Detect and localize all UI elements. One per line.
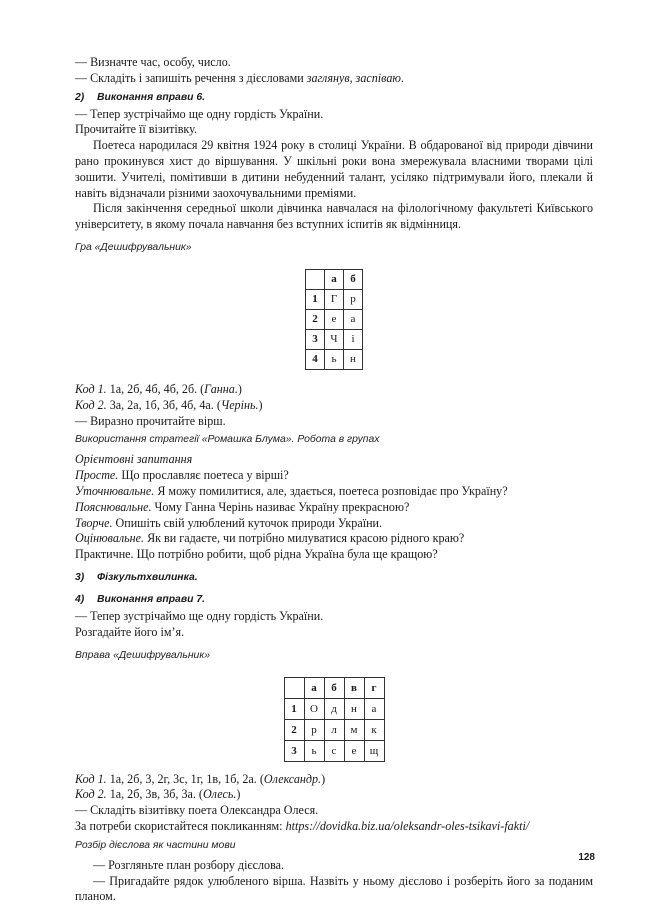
- code-answer: Ганна.: [204, 381, 238, 396]
- italic-verbs: заглянув, заспіваю: [306, 70, 401, 85]
- table-cell: а: [364, 698, 384, 719]
- question-type: Просте.: [75, 468, 119, 483]
- instruction-line: — Визначте час, особу, число.: [75, 55, 231, 69]
- table-row: [284, 719, 384, 740]
- table-cell: а: [344, 309, 363, 329]
- table-cell: б: [324, 677, 344, 698]
- table-row: [306, 329, 363, 349]
- instruction-line: — Тепер зустрічаймо ще одну гордість України.: [75, 106, 324, 121]
- step-title: Виконання вправи 6.: [97, 91, 206, 103]
- text-span: ): [237, 381, 242, 396]
- question-line: [75, 484, 593, 500]
- table-cell: а: [325, 269, 344, 289]
- code-label: Код 1.: [75, 771, 107, 786]
- question-text: Я можу помилитися, але, здається, поетеса розповідає про Україну?: [154, 483, 508, 498]
- question-line: Практичне. Що потрібно робити, щоб рідна Україна була ще кращою?: [75, 547, 438, 562]
- code-text: 1а, 2б, 3, 2г, 3с, 1г, 1в, 1б, 2а. (: [106, 771, 264, 786]
- question-text: Чому Ганна Черінь називає Україну прекрасною?: [151, 499, 410, 514]
- table-cell: і: [344, 329, 363, 349]
- instruction-line: — Складіть візитівку поета Олександра Олеся.: [75, 803, 319, 818]
- table-cell: к: [364, 719, 384, 740]
- step-heading: [75, 593, 593, 607]
- code-label: Код 2.: [75, 397, 107, 412]
- table-cell: 1: [306, 289, 325, 309]
- code-answer: Олександр.: [263, 771, 322, 786]
- table-cell: щ: [364, 740, 384, 761]
- cipher-table-1: [305, 269, 363, 370]
- table-cell: а: [304, 677, 324, 698]
- table-cell: О: [304, 698, 324, 719]
- paragraph: Поетеса народилася 29 квітня 1924 року в столиці України. В обдарованої від природи дівчини рано прокинувся хист до віршування. У шкільні роки вона змережувала власними творами цілі зошити. Учителі, помітивши в дитини небуденний талант, усіляко підтримували його, плекали й навіть відзначали різними заохочувальними преміями.: [75, 138, 593, 200]
- code-text: 3а, 2а, 1б, 3б, 4б, 4а. (: [106, 397, 221, 412]
- table-cell: [284, 677, 304, 698]
- table-cell: 3: [284, 740, 304, 761]
- table-cell: г: [364, 677, 384, 698]
- table-cell: в: [344, 677, 364, 698]
- code-text: 1а, 2б, 4б, 4б, 2б. (: [106, 381, 205, 396]
- table-cell: р: [344, 289, 363, 309]
- code-answer: Олесь.: [202, 787, 237, 802]
- link-line: [75, 819, 593, 835]
- step-number: 2): [75, 91, 85, 103]
- cipher-table-2: [284, 677, 385, 762]
- step-number: 4): [75, 593, 85, 605]
- table-cell: н: [344, 349, 363, 369]
- table-cell: н: [344, 698, 364, 719]
- instruction-line: Прочитайте її візитівку.: [75, 122, 197, 137]
- step-heading: [75, 571, 593, 585]
- table-header-row: [284, 677, 384, 698]
- section-label: Використання стратегії «Ромашка Блума». Робота в групах: [75, 434, 380, 446]
- code-line: [75, 398, 593, 414]
- document-page: [75, 55, 593, 905]
- table-row: [306, 349, 363, 369]
- questions-title: Орієнтовні запитання: [75, 452, 193, 467]
- table-cell: б: [344, 269, 363, 289]
- table-cell: 3: [306, 329, 325, 349]
- instruction-line: [75, 71, 593, 87]
- section-label: Вправа «Дешифрувальник»: [75, 649, 211, 661]
- question-line: [75, 531, 593, 547]
- table-cell: Ч: [325, 329, 344, 349]
- question-type: Творче.: [75, 515, 113, 530]
- step-number: 3): [75, 571, 85, 583]
- table-cell: [306, 269, 325, 289]
- code-label: Код 1.: [75, 381, 107, 396]
- table-row: [284, 740, 384, 761]
- table-row: [284, 698, 384, 719]
- table-cell: д: [324, 698, 344, 719]
- table-cell: 2: [306, 309, 325, 329]
- code-line: [75, 787, 593, 803]
- text-span: — Складіть і запишіть речення з дієсловами: [75, 70, 307, 85]
- table-cell: ь: [304, 740, 324, 761]
- question-text: Опишіть свій улюблений куточок природи України.: [112, 515, 383, 530]
- section-label: Розбір дієслова як частини мови: [75, 839, 236, 851]
- question-type: Уточнювальне.: [75, 483, 155, 498]
- question-text: Як ви гадаєте, чи потрібно милуватися красою рідного краю?: [144, 531, 465, 546]
- instruction-line: — Тепер зустрічаймо ще одну гордість України.: [75, 608, 324, 623]
- table-row: [306, 289, 363, 309]
- paragraph: — Пригадайте рядок улюбленого вірша. Назвіть у ньому дієслово і розберіть його за поданим планом.: [75, 873, 593, 904]
- table-cell: 2: [284, 719, 304, 740]
- table-cell: ь: [325, 349, 344, 369]
- text-span: ): [258, 397, 263, 412]
- table-header-row: [306, 269, 363, 289]
- step-title: Фізкультхвилинка.: [97, 571, 198, 583]
- question-line: [75, 516, 593, 532]
- table-cell: е: [344, 740, 364, 761]
- text-span: ): [321, 771, 326, 786]
- code-answer: Черінь.: [220, 397, 259, 412]
- table-cell: 4: [306, 349, 325, 369]
- table-cell: с: [324, 740, 344, 761]
- table-cell: л: [324, 719, 344, 740]
- table-cell: м: [344, 719, 364, 740]
- text-span: .: [400, 70, 404, 85]
- code-line: [75, 382, 593, 398]
- step-title: Виконання вправи 7.: [97, 593, 206, 605]
- code-text: 1а, 2б, 3в, 3б, 3а. (: [106, 787, 203, 802]
- table-cell: р: [304, 719, 324, 740]
- table-cell: е: [325, 309, 344, 329]
- text-span: ): [236, 787, 241, 802]
- instruction-line: Розгадайте його ім’я.: [75, 624, 185, 639]
- question-text: Що прославляє поетеса у вірші?: [118, 468, 289, 483]
- table-cell: 1: [284, 698, 304, 719]
- question-line: [75, 468, 593, 484]
- question-line: [75, 500, 593, 516]
- instruction-line: — Виразно прочитайте вірш.: [75, 413, 226, 428]
- paragraph: Після закінчення середньої школи дівчинка навчалася на філологічному факультеті Київського університету, в якому почала навчання без вступних іспитів як відмінниця.: [75, 201, 593, 232]
- question-type: Пояснювальне.: [75, 499, 152, 514]
- code-label: Код 2.: [75, 787, 107, 802]
- reference-link[interactable]: https://dovidka.biz.ua/oleksandr-oles-tsikavi-fakti/: [285, 818, 530, 833]
- text-span: За потреби скористайтеся покликанням:: [75, 818, 286, 833]
- step-heading: [75, 91, 593, 105]
- code-line: [75, 772, 593, 788]
- table-cell: Г: [325, 289, 344, 309]
- instruction-line: — Розгляньте план розбору дієслова.: [93, 857, 285, 872]
- question-type: Оцінювальне.: [75, 531, 145, 546]
- section-label: Гра «Дешифрувальник»: [75, 241, 192, 253]
- table-row: [306, 309, 363, 329]
- page-number: 128: [578, 852, 595, 863]
